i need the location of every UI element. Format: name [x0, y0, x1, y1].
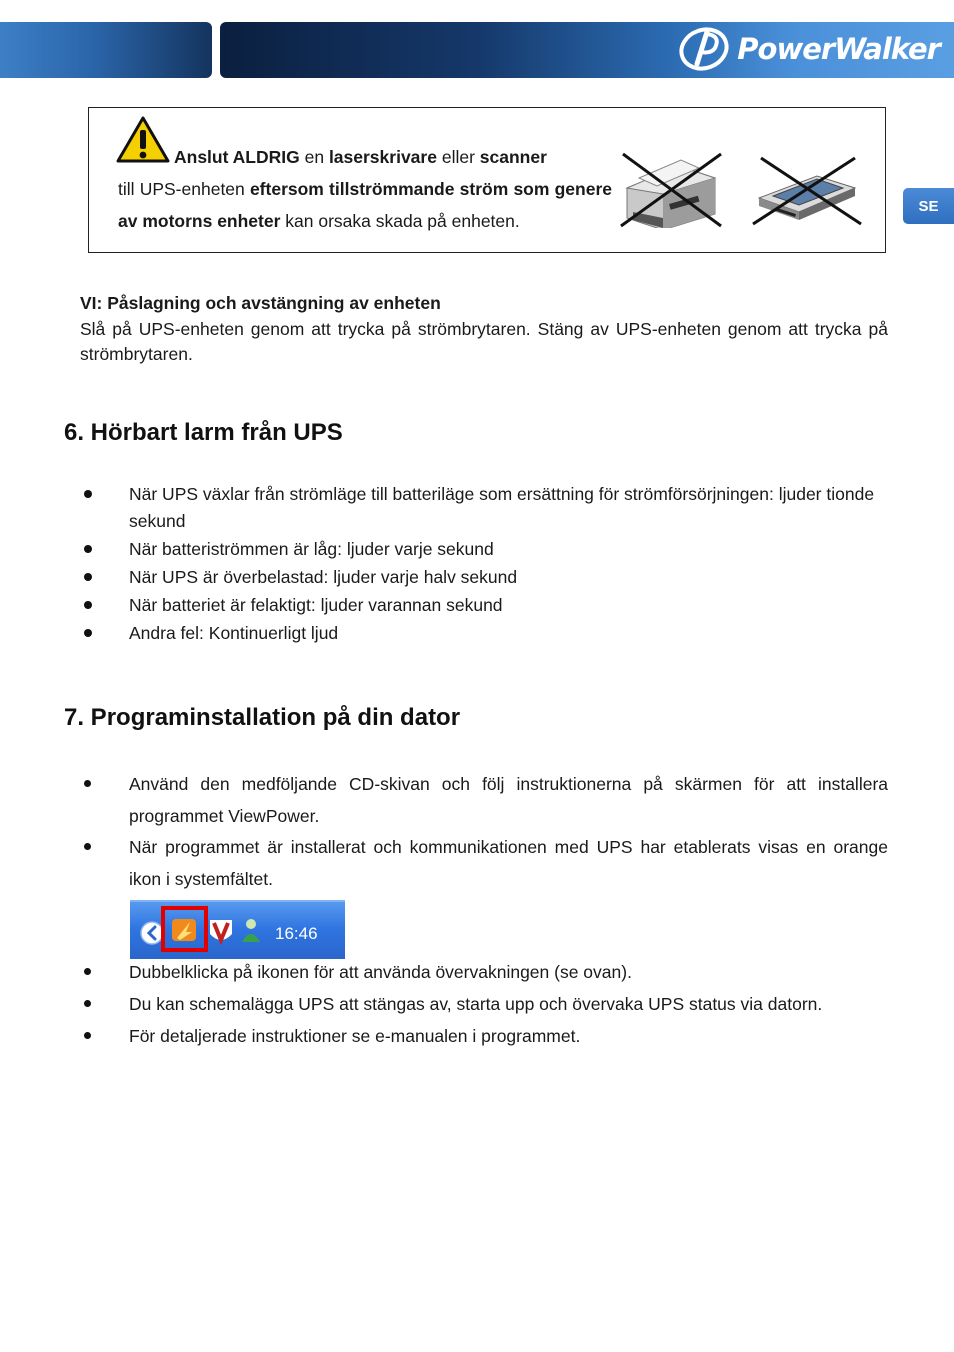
list-item [80, 481, 888, 535]
system-tray-screenshot [130, 900, 345, 959]
section-vi-body: Slå på UPS-enheten genom att trycka på strömbrytaren. Stäng av UPS-enheten genom att trycka på strömbrytaren. [80, 319, 888, 364]
powerwalker-logo-icon [677, 26, 731, 72]
list-item-text: Använd den medföljande CD-skivan och följ instruktionerna på skärmen för att installera programmet ViewPower. [129, 774, 888, 826]
warning-reason: eftersom tillströmmande ström som genere av motorns enheter [118, 179, 612, 231]
list-item [80, 988, 888, 1020]
page-header [0, 20, 954, 80]
bullet-dot [84, 601, 92, 609]
warning-line-1 [118, 141, 612, 173]
install-list-bottom [80, 956, 888, 1052]
list-item-text: Andra fel: Kontinuerligt ljud [129, 623, 339, 643]
warning-box [88, 107, 886, 253]
warning-laserprinter: laserskrivare [328, 147, 437, 167]
warning-word-en: en [299, 147, 329, 167]
bullet-dot [84, 545, 92, 553]
printer-crossed-image [611, 148, 731, 228]
list-item-text: När UPS växlar från strömläge till batteriläge som ersättning för strömförsörjningen: ljuder tionde sekund [129, 484, 875, 531]
alarm-list [80, 481, 888, 648]
section-7-heading: 7. Programinstallation på din dator [64, 704, 461, 731]
bullet-dot [84, 843, 91, 850]
bullet-dot [84, 1000, 91, 1007]
scanner-crossed-image [747, 154, 867, 226]
brand-name: PowerWalker [737, 32, 940, 66]
list-item [80, 592, 888, 619]
warning-text [118, 141, 612, 237]
bullet-dot [84, 1032, 91, 1039]
bullet-dot [84, 780, 91, 787]
warning-never: Anslut ALDRIG [174, 147, 300, 167]
language-tab[interactable]: SE [903, 188, 954, 224]
list-item-text: Dubbelklicka på ikonen för att använda övervakningen (se ovan). [129, 962, 632, 982]
list-item [80, 831, 888, 895]
warning-scanner: scanner [479, 147, 547, 167]
list-item [80, 620, 888, 647]
warning-word-eller: eller [436, 147, 480, 167]
list-item-text: När batteriströmmen är låg: ljuder varje sekund [129, 539, 494, 559]
warning-damage: kan orsaka skada på enheten. [280, 211, 520, 231]
list-item [80, 956, 888, 988]
section-vi-title: VI: Påslagning och avstängning av enheten [80, 293, 441, 313]
bullet-dot [84, 573, 92, 581]
list-item [80, 768, 888, 832]
header-band-left [0, 22, 212, 78]
tray-clock[interactable]: 16:46 [275, 924, 318, 943]
section-6-heading: 6. Hörbart larm från UPS [64, 419, 343, 446]
list-item-text: För detaljerade instruktioner se e-manualen i programmet. [129, 1026, 581, 1046]
chevron-left-icon[interactable] [141, 922, 163, 944]
list-item [80, 1020, 888, 1052]
list-item-text: När programmet är installerat och kommunikationen med UPS har etablerats visas en orange ikon i systemfältet. [129, 837, 888, 889]
list-item [80, 536, 888, 563]
install-list-top [80, 768, 888, 895]
shield-v-tray-icon[interactable] [210, 920, 232, 940]
list-item [80, 564, 888, 591]
list-item-text: Du kan schemalägga UPS att stängas av, starta upp och övervaka UPS status via datorn. [129, 994, 823, 1014]
bullet-dot [84, 968, 91, 975]
list-item-text: När UPS är överbelastad: ljuder varje halv sekund [129, 567, 518, 587]
brand-logo [677, 25, 940, 73]
list-item-text: När batteriet är felaktigt: ljuder varannan sekund [129, 595, 503, 615]
bullet-dot [84, 490, 92, 498]
bullet-dot [84, 629, 92, 637]
warning-to-ups: till UPS-enheten [118, 179, 250, 199]
